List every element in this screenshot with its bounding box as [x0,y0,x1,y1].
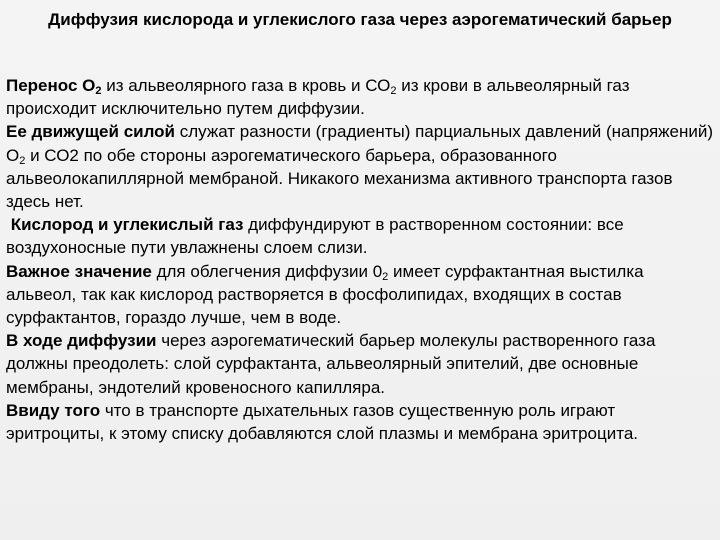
paragraph-text: для облегчения диффузии 0 [151,261,383,281]
paragraph-text: из альвеолярного газа в кровь и СО [101,76,391,95]
bold-term: Важное значение [6,261,152,281]
subscript: 2 [95,85,102,97]
bold-term: Перенос О [6,76,96,95]
paragraph-erythrocytes [6,399,714,445]
paragraph-text: через аэрогематический барьер молекулы растворенного газа должны преодолеть: слой сурфактанта, альвеолярный эпителий, две основные мембраны, эндотелий кровеносного капилляра. [6,331,656,397]
paragraph-dissolved-state [6,213,714,259]
paragraph-barrier-layers [6,329,714,399]
slide-title: Диффузия кислорода и углекислого газа через аэрогематический барьер [48,10,672,29]
subscript: 2 [19,154,26,167]
paragraph-surfactant [6,260,714,330]
paragraph-text: из крови в альвеолярный газ происходит исключительно путем диффузии. [6,76,630,119]
paragraph-transfer [6,74,714,120]
bold-term: Ввиду того [6,400,101,420]
slide-body [6,74,714,445]
subscript: 2 [390,85,397,97]
paragraph-driving-force [6,120,714,213]
paragraph-text: диффундируют в растворенном состоянии: все воздухоносные пути увлажнены слоем слизи. [6,215,624,258]
paragraph-text: имеет сурфактантная выстилка альвеол, так как кислород растворяется в фосфолипидах, входящих в состав сурфактантов, гораздо лучше, чем в воде. [6,261,644,328]
paragraph-text: и СО2 по обе стороны аэрогематического барьера, образованного альвеолокапиллярной мембраной. Никакого механизма активного транспорта газов здесь нет. [6,145,673,212]
paragraph-text: служат разности (градиенты) парциальных давлений (напряжений) О [6,122,714,165]
bold-term: Ее движущей силой [6,122,176,142]
bold-term: В ходе диффузии [6,331,157,351]
subscript: 2 [382,270,389,283]
bold-term: Кислород и углекислый газ [10,215,244,235]
paragraph-text: что в транспорте дыхательных газов существенную роль играют эритроциты, к этому списку добавляются слой плазмы и мембрана эритроцита. [6,400,639,444]
